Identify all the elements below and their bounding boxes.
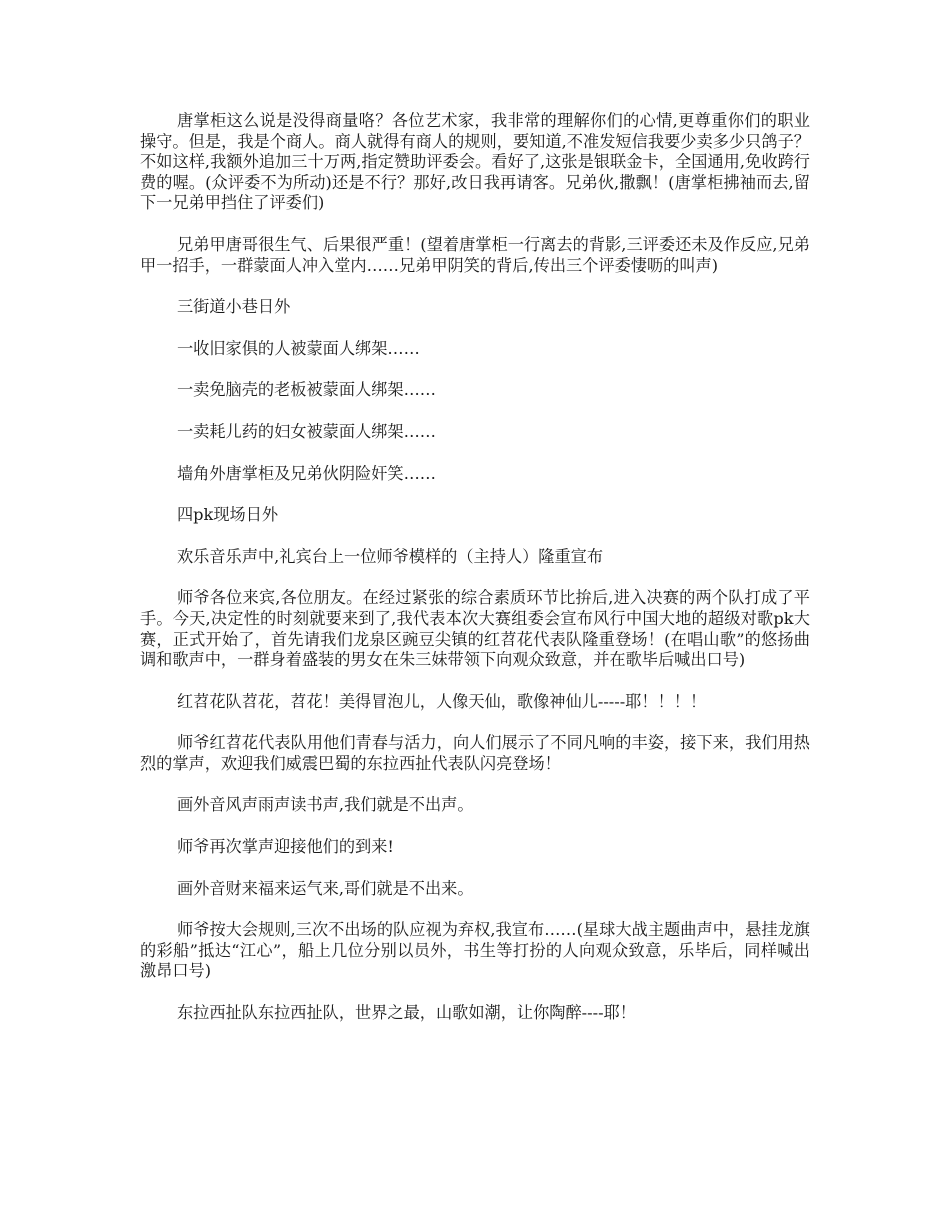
document-body	[140, 111, 810, 1045]
scene-heading-four: 四pk现场日外	[177, 505, 279, 525]
paragraph-offscreen-voice-2: 画外音财来福来运气来,哥们就是不出来。	[177, 878, 474, 898]
scene-heading-three: 三街道小巷日外	[177, 297, 291, 317]
paragraph-hongshaohua-slogan: 红苕花队苕花，苕花！美得冒泡儿，人像天仙，歌像神仙儿-----耶！！！！	[177, 691, 707, 711]
paragraph-rat-poison-kidnap: 一卖耗儿药的妇女被蒙面人绑架……	[177, 421, 436, 441]
paragraph-tang-speech: 唐掌柜这么说是没得商量咯？各位艺术家，我非常的理解你们的心情,更尊重你们的职业操守。但是，我是个商人。商人就得有商人的规则，要知道,不准发短信我要少卖多少只鸽子？不如这样,我额外追加三十万两,指定赞助评委会。看好了,这张是银联金卡，全国通用,免收跨行费的喔。(众评委不为所动)还是不行？那好,改日我再请客。兄弟伙,撒飘！(唐掌柜拂袖而去,留下一兄弟甲挡住了评委们)	[140, 111, 810, 213]
paragraph-shiye-welcome: 师爷各位来宾,各位朋友。在经过紧张的综合素质环节比拚后,进入决赛的两个队打成了平手。今天,决定性的时刻就要来到了,我代表本次大赛组委会宣布风行中国大地的超级对歌pk大赛，正式开始了，首先请我们龙泉区豌豆尖镇的红苕花代表队隆重登场！(在唱山歌”的悠扬曲调和歌声中，一群身着盛装的男女在朱三妹带领下向观众致意，并在歌毕后喊出口号)	[140, 588, 810, 670]
paragraph-shiye-rules: 师爷按大会规则,三次不出场的队应视为弃权,我宣布……(星球大战主题曲声中，悬挂龙旗的彩船”抵达“江心”，船上几位分别以员外，书生等打扮的人向观众致意，乐毕后，同样喊出激昂口号)	[140, 920, 810, 981]
paragraph-corner-laugh: 墙角外唐掌柜及兄弟伙阴险奸笑……	[177, 463, 436, 483]
paragraph-offscreen-voice-1: 画外音风声雨声读书声,我们就是不出声。	[177, 795, 474, 815]
paragraph-dongla-slogan: 东拉西扯队东拉西扯队，世界之最，山歌如潮，让你陶醉----耶！	[177, 1003, 636, 1023]
paragraph-shiye-intro-next: 师爷红苕花代表队用他们青春与活力，向人们展示了不同凡响的丰姿，接下来，我们用热烈的掌声，欢迎我们威震巴蜀的东拉西扯代表队闪亮登场！	[140, 733, 810, 773]
paragraph-rabbit-head-kidnap: 一卖免脑壳的老板被蒙面人绑架……	[177, 380, 436, 400]
paragraph-shiye-applause: 师爷再次掌声迎接他们的到来!	[177, 837, 394, 857]
paragraph-furniture-kidnap: 一收旧家俱的人被蒙面人绑架……	[177, 338, 420, 358]
paragraph-announcement: 欢乐音乐声中,礼宾台上一位师爷模样的（主持人）隆重宣布	[177, 546, 604, 566]
paragraph-brother-a: 兄弟甲唐哥很生气、后果很严重！(望着唐掌柜一行离去的背影,三评委还未及作反应,兄弟甲一招手，一群蒙面人冲入堂内……兄弟甲阴笑的背后,传出三个评委悽呖的叫声)	[140, 234, 810, 275]
